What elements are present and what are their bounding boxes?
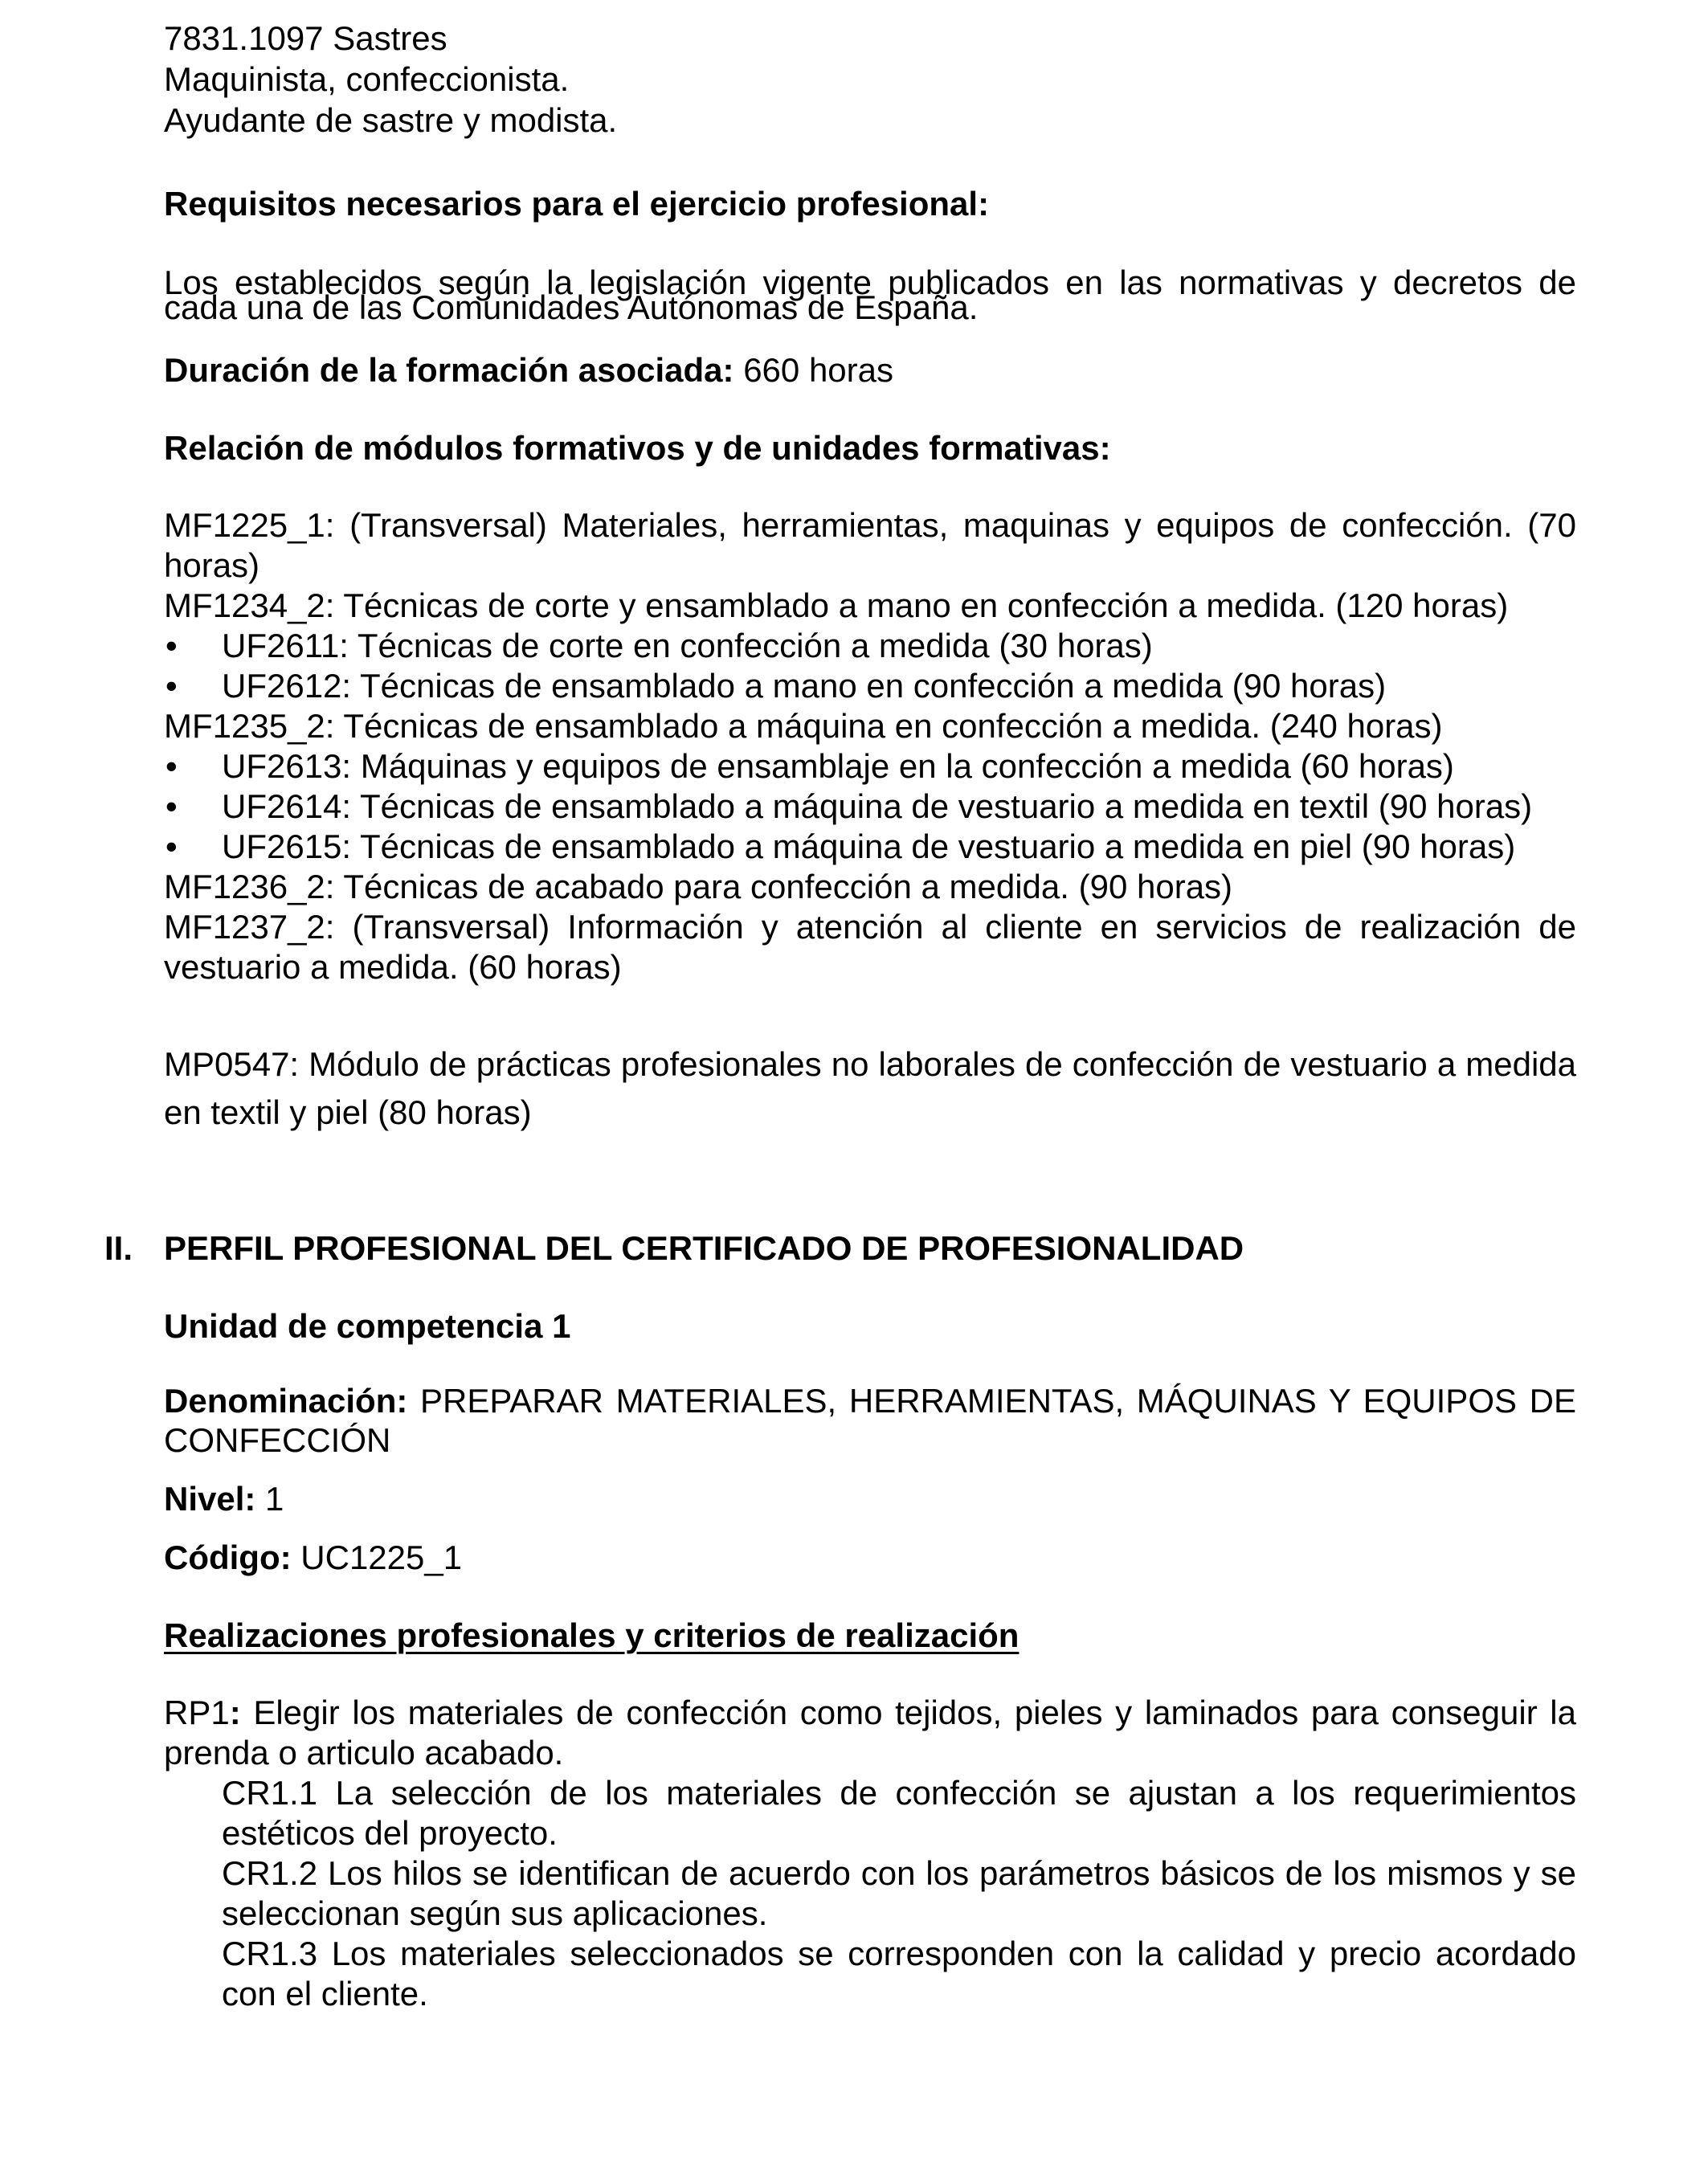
bullet-icon: • — [165, 667, 178, 705]
nivel-value: 1 — [255, 1480, 284, 1518]
occupation-item: Ayudante de sastre y modista. — [164, 101, 618, 139]
occupation-item: Maquinista, confeccionista. — [164, 60, 570, 98]
bullet-icon: • — [165, 747, 178, 785]
codigo-label: Código: — [164, 1538, 292, 1576]
unit-uf2613: • UF2613: Máquinas y equipos de ensamblaje en la confección a medida (60 horas) — [165, 747, 1454, 785]
criterion-cr1-2: CR1.2 Los hilos se identifican de acuerdo con los parámetros básicos de los mismos y se seleccionan según sus aplicaciones. — [222, 1854, 1576, 1932]
module-list — [164, 505, 1576, 987]
section-number: II. — [104, 1229, 133, 1267]
realizaciones-heading: Realizaciones profesionales y criterios de realización — [164, 1616, 1019, 1654]
bullet-icon: • — [165, 627, 178, 664]
bullet-icon: • — [165, 787, 178, 825]
nivel-line — [164, 1478, 1576, 1519]
unit-uf2611: • UF2611: Técnicas de corte en confección a medida (30 horas) — [165, 627, 1153, 664]
document-page — [104, 18, 1576, 2014]
module-mf1236: MF1236_2: Técnicas de acabado para confección a medida. (90 horas) — [164, 868, 1233, 905]
codigo-line — [164, 1537, 1576, 1578]
occupation-list — [164, 18, 1576, 141]
requisitos-text: Los establecidos según la legislación vigente publicados en las normativas y decretos de cada una de las Comunidades Autónomas de España. — [164, 264, 1576, 326]
occupation-item: 7831.1097 Sastres — [164, 19, 447, 57]
unidad-heading: Unidad de competencia 1 — [164, 1307, 571, 1345]
module-mf1234: MF1234_2: Técnicas de corte y ensamblado a mano en confección a medida. (120 horas) — [164, 586, 1509, 624]
module-mf1235: MF1235_2: Técnicas de ensamblado a máquina en confección a medida. (240 horas) — [164, 707, 1443, 745]
unit-uf2615: • UF2615: Técnicas de ensamblado a máquina de vestuario a medida en piel (90 horas) — [165, 827, 1516, 865]
duracion-value: 660 horas — [733, 351, 894, 389]
module-mp0547: MP0547: Módulo de prácticas profesionales no laborales de confección de vestuario a medida en textil y piel (80 horas) — [164, 1045, 1576, 1131]
criterion-cr1-3: CR1.3 Los materiales seleccionados se corresponden con la calidad y precio acordado con el cliente. — [222, 1935, 1576, 2013]
relacion-heading: Relación de módulos formativos y de unidades formativas: — [164, 429, 1111, 467]
module-mf1237: MF1237_2: (Transversal) Información y atención al cliente en servicios de realización de vestuario a medida. (60 horas) — [164, 908, 1576, 986]
unit-uf2614: • UF2614: Técnicas de ensamblado a máquina de vestuario a medida en textil (90 horas) — [165, 787, 1533, 825]
nivel-label: Nivel: — [164, 1480, 256, 1518]
criterion-cr1-1: CR1.1 La selección de los materiales de confección se ajustan a los requerimientos estéticos del proyecto. — [222, 1774, 1576, 1852]
duracion-label: Duración de la formación asociada: — [164, 351, 734, 389]
duracion-line — [164, 349, 1576, 390]
requisitos-heading: Requisitos necesarios para el ejercicio profesional: — [164, 185, 990, 223]
section-title: II. PERFIL PROFESIONAL DEL CERTIFICADO DE PROFESIONALIDAD — [104, 1229, 1244, 1267]
rp1-text: RP1: Elegir los materiales de confección como tejidos, pieles y laminados para conseguir la prenda o articulo acabado. — [164, 1694, 1576, 1771]
module-mf1225: MF1225_1: (Transversal) Materiales, herramientas, maquinas y equipos de confección. (70 horas) — [164, 506, 1576, 584]
rp1-block — [164, 1693, 1576, 2014]
denominacion-line — [164, 1381, 1576, 1460]
unit-uf2612: • UF2612: Técnicas de ensamblado a mano en confección a medida (90 horas) — [165, 667, 1387, 705]
codigo-value: UC1225_1 — [291, 1538, 463, 1576]
denominacion-label: Denominación: — [164, 1382, 408, 1420]
bullet-icon: • — [165, 827, 178, 865]
denominacion-value: PREPARAR MATERIALES, HERRAMIENTAS, MÁQUINAS Y EQUIPOS DE CONFECCIÓN — [164, 1382, 1576, 1459]
